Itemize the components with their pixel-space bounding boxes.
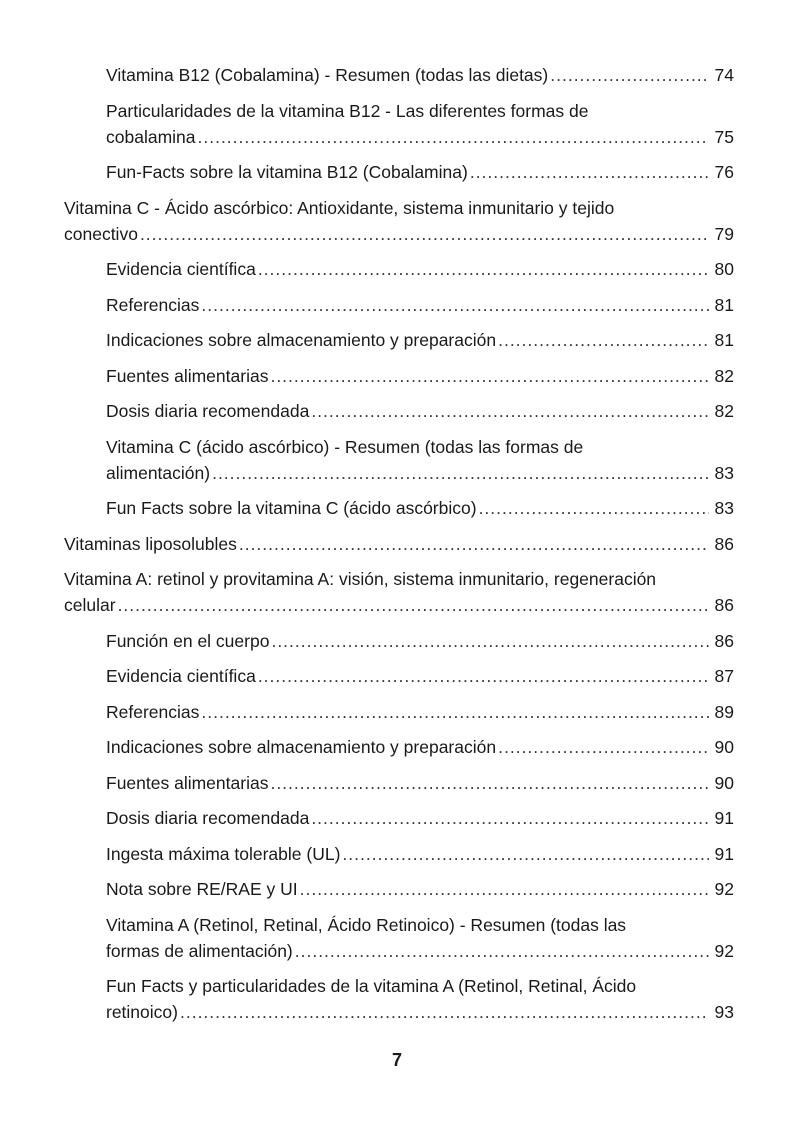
toc-entry[interactable] [106,876,734,902]
dot-leader [470,159,709,185]
toc-entry-title: Dosis diaria recomendada [106,401,310,421]
toc-entry-page: 82 [714,365,734,386]
toc-entry[interactable] [106,62,734,88]
toc-entry-line [106,159,734,185]
toc-entry-line [106,699,734,725]
toc-entry-title: alimentación) [106,462,211,483]
dot-leader [258,663,709,689]
toc-entry-page: 87 [714,666,734,686]
dot-leader [212,460,709,486]
toc-entry-title: cobalamina [106,126,196,147]
toc-entry-title-line: Vitamina C - Ácido ascórbico: Antioxidante, sistema inmunitario y tejido [64,197,615,218]
toc-entry-title: Fuentes alimentarias [106,772,269,793]
toc-entry-line [106,256,734,282]
toc-entry[interactable] [106,734,734,760]
toc-entry-page: 86 [714,595,734,615]
dot-leader [498,734,709,760]
dot-leader [498,327,709,353]
toc-entry-line [64,531,734,557]
toc-entry-page: 86 [714,630,734,651]
toc-entry-title: Fuentes alimentarias [106,365,269,386]
toc-entry[interactable] [106,973,734,1025]
toc-entry-line [106,876,734,902]
toc-entry[interactable] [106,256,734,282]
toc-entry-line [106,363,734,389]
toc-entry-page: 93 [714,1002,734,1022]
toc-entry-title: Dosis diaria recomendada [106,808,310,828]
toc-entry-page: 80 [714,259,734,279]
toc-entry-line [64,592,734,618]
toc-entry-title: Evidencia científica [106,666,256,686]
toc-entry[interactable] [106,495,734,521]
dot-leader [311,805,709,831]
toc-entry-title: Indicaciones sobre almacenamiento y preparación [106,330,497,350]
toc-entry-title-line: Fun Facts y particularidades de la vitamina A (Retinol, Retinal, Ácido [106,976,637,996]
toc-entry-page: 92 [714,940,734,961]
toc-entry-title: Referencias [106,294,200,315]
toc-entry[interactable] [106,434,734,486]
toc-entry-page: 86 [714,533,734,554]
toc-entry[interactable] [64,195,734,247]
toc-entry-line [64,221,734,247]
toc-entry[interactable] [106,292,734,318]
toc-entry-line [106,841,734,867]
toc-entry[interactable] [106,663,734,689]
toc-entry[interactable] [106,770,734,796]
toc-entry-page: 90 [714,737,734,757]
toc-entry[interactable] [106,841,734,867]
dot-leader [201,699,709,725]
toc-entry[interactable] [106,699,734,725]
toc-entry-line [106,495,734,521]
dot-leader [550,62,709,88]
toc-entry-title-line: Vitamina C (ácido ascórbico) - Resumen (todas las formas de [106,436,584,457]
table-of-contents [64,62,734,1035]
toc-entry-page: 82 [714,401,734,421]
toc-entry-line [106,805,734,831]
dot-leader [198,124,710,150]
toc-entry-page: 79 [714,223,734,244]
toc-entry-line [106,999,734,1025]
toc-entry-page: 76 [714,162,734,182]
toc-entry-line [106,734,734,760]
toc-entry-line [106,62,734,88]
toc-entry-page: 83 [714,462,734,483]
toc-entry-page: 91 [714,808,734,828]
dot-leader [258,256,709,282]
toc-entry-page: 74 [714,65,734,85]
toc-entry-title: celular [64,595,116,615]
toc-entry-title: Función en el cuerpo [106,630,270,651]
dot-leader [479,495,709,521]
dot-leader [271,628,709,654]
toc-entry-title: Ingesta máxima tolerable (UL) [106,843,341,864]
toc-entry-title-line: Particularidades de la vitamina B12 - Las diferentes formas de [106,100,589,121]
toc-entry[interactable] [64,566,734,618]
dot-leader [201,292,709,318]
dot-leader [180,999,709,1025]
dot-leader [239,531,709,557]
toc-entry[interactable] [106,159,734,185]
toc-entry-line [106,124,734,150]
toc-entry-page: 81 [714,294,734,315]
toc-entry[interactable] [106,398,734,424]
toc-entry-line [106,327,734,353]
dot-leader [295,938,709,964]
toc-entry-line [106,770,734,796]
toc-entry-title-line: Vitamina A: retinol y provitamina A: visión, sistema inmunitario, regeneración [64,569,657,589]
toc-entry-title: Fun-Facts sobre la vitamina B12 (Cobalamina) [106,162,468,182]
toc-entry-line [106,628,734,654]
toc-entry-line [106,292,734,318]
toc-entry-title: Vitamina B12 (Cobalamina) - Resumen (todas las dietas) [106,65,549,85]
toc-entry[interactable] [106,327,734,353]
toc-entry[interactable] [106,363,734,389]
toc-entry-page: 83 [714,498,734,518]
toc-entry-page: 90 [714,772,734,793]
toc-entry[interactable] [64,531,734,557]
toc-entry[interactable] [106,912,734,964]
toc-entry-title-line: Vitamina A (Retinol, Retinal, Ácido Retinoico) - Resumen (todas las [106,914,627,935]
toc-entry-title: Referencias [106,701,200,722]
dot-leader [342,841,709,867]
toc-entry-page: 89 [714,701,734,722]
toc-entry-page: 75 [714,126,734,147]
toc-entry-title: conectivo [64,223,138,244]
toc-entry[interactable] [106,98,734,150]
dot-leader [300,876,709,902]
toc-entry[interactable] [106,628,734,654]
toc-entry-page: 92 [714,879,734,899]
toc-entry-title: Evidencia científica [106,259,256,279]
toc-entry-title: Nota sobre RE/RAE y UI [106,879,298,899]
toc-entry-line [106,663,734,689]
toc-entry[interactable] [106,805,734,831]
toc-entry-page: 91 [714,843,734,864]
toc-entry-title: Indicaciones sobre almacenamiento y preparación [106,737,497,757]
toc-entry-line [106,460,734,486]
page-number: 7 [391,1050,402,1070]
toc-entry-line [106,938,734,964]
toc-entry-line [106,398,734,424]
dot-leader [270,363,709,389]
toc-entry-title: formas de alimentación) [106,940,293,961]
toc-entry-title: Vitaminas liposolubles [64,533,237,554]
toc-entry-title: retinoico) [106,1002,178,1022]
toc-entry-page: 81 [714,330,734,350]
dot-leader [270,770,709,796]
dot-leader [311,398,709,424]
dot-leader [140,221,709,247]
dot-leader [118,592,709,618]
toc-entry-title: Fun Facts sobre la vitamina C (ácido ascórbico) [106,498,477,518]
